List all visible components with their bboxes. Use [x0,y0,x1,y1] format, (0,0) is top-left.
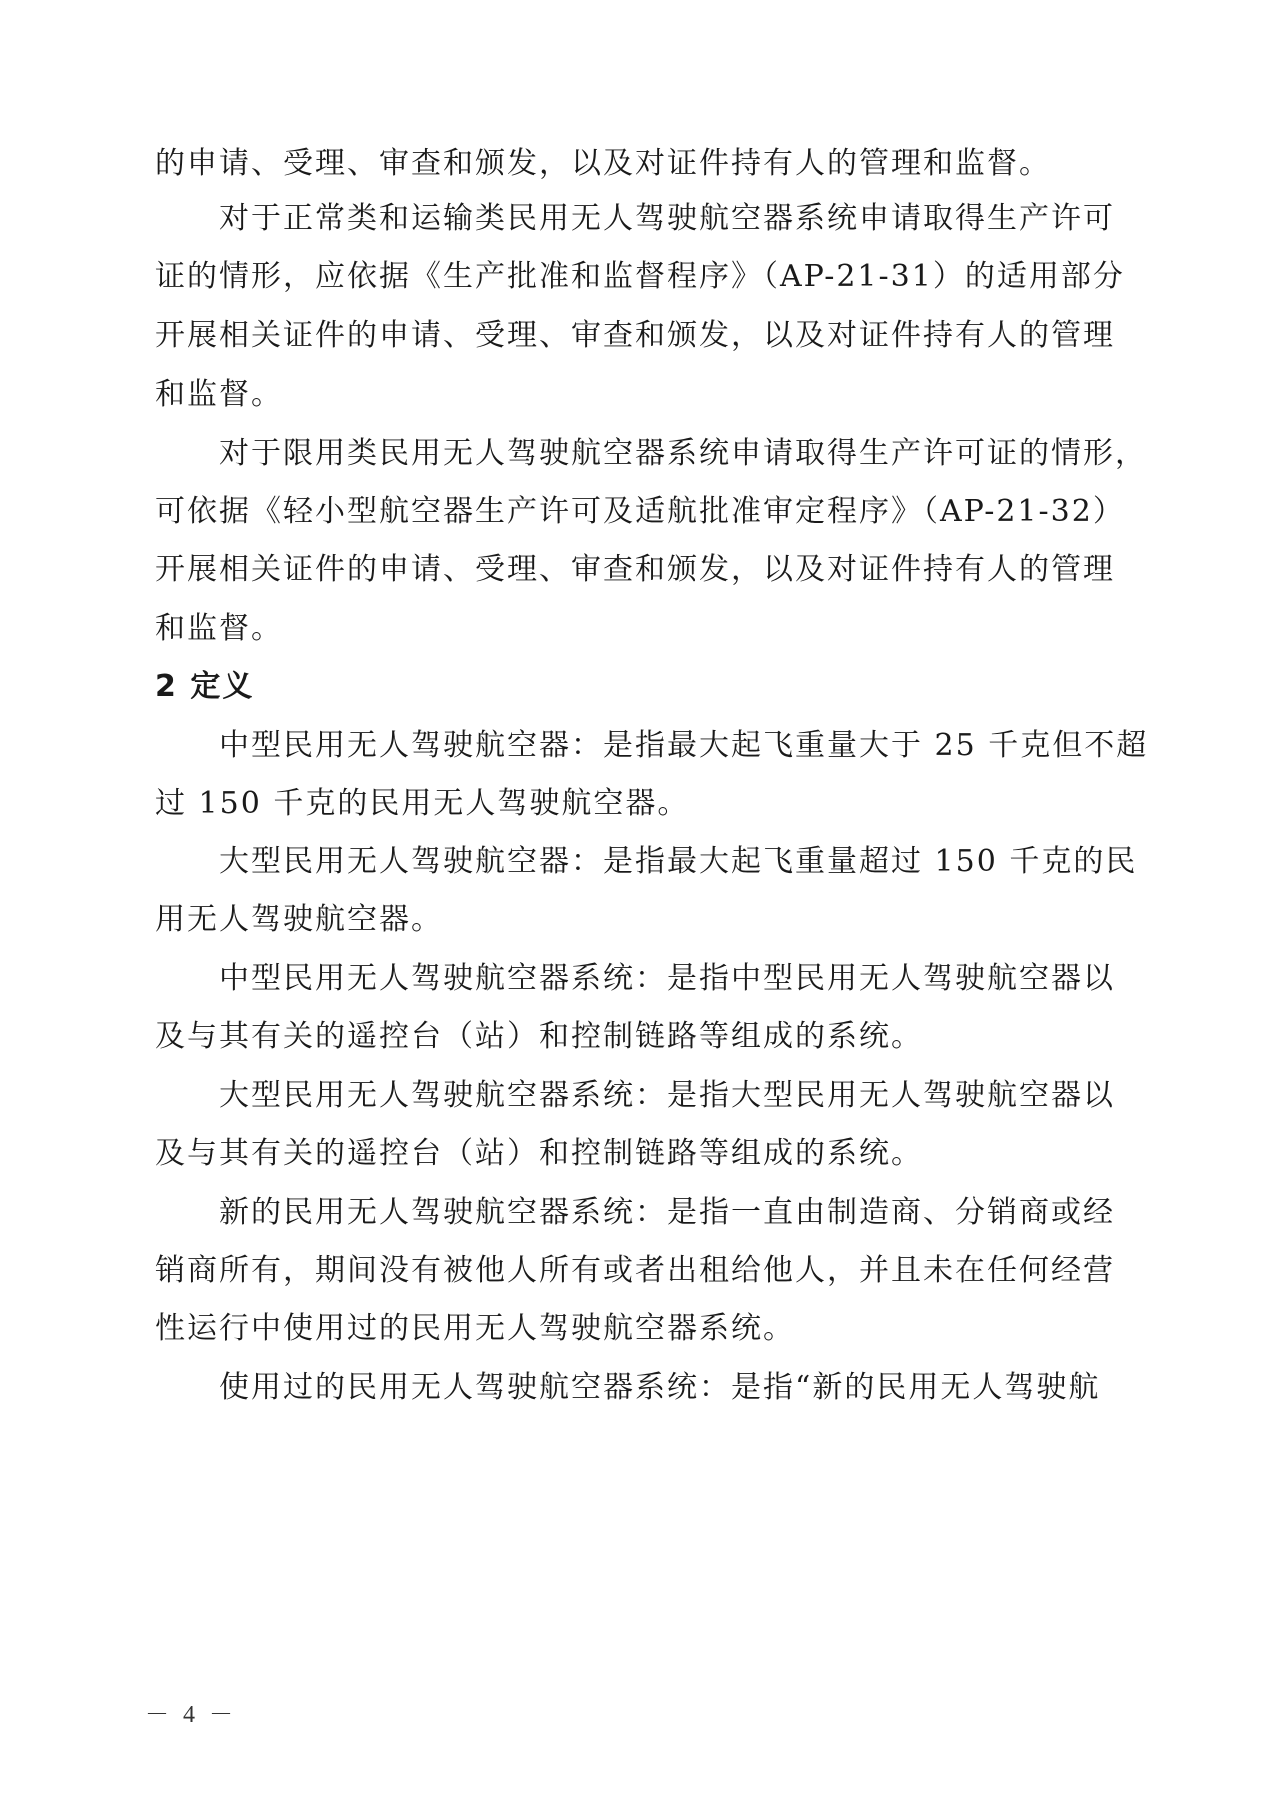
paragraph-line: 对于正常类和运输类民用无人驾驶航空器系统申请取得生产许可 [155,201,1115,236]
paragraph-line: 开展相关证件的申请、受理、审查和颁发，以及对证件持有人的管理 [155,552,1115,587]
paragraph-line: 证的情形，应依据《生产批准和监督程序》（AP-21-31）的适用部分 [155,259,1125,294]
paragraph-line: 对于限用类民用无人驾驶航空器系统申请取得生产许可证的情形， [155,436,1147,471]
definition-line: 及与其有关的遥控台（站）和控制链路等组成的系统。 [155,1019,923,1054]
definition-line: 用无人驾驶航空器。 [155,902,443,937]
definition-line: 大型民用无人驾驶航空器系统：是指大型民用无人驾驶航空器以 [155,1078,1115,1113]
paragraph-line: 和监督。 [155,611,283,646]
definition-line: 大型民用无人驾驶航空器：是指最大起飞重量超过 150 千克的民 [155,844,1138,879]
paragraph-line: 开展相关证件的申请、受理、审查和颁发，以及对证件持有人的管理 [155,318,1115,353]
definition-line: 性运行中使用过的民用无人驾驶航空器系统。 [155,1311,795,1346]
paragraph-line: 可依据《轻小型航空器生产许可及适航批准审定程序》（AP-21-32） [155,494,1125,529]
definition-line: 中型民用无人驾驶航空器系统：是指中型民用无人驾驶航空器以 [155,961,1115,996]
paragraph-line: 的申请、受理、审查和颁发，以及对证件持有人的管理和监督。 [155,146,1051,181]
page-number: － 4 － [145,1702,237,1728]
definition-line: 过 150 千克的民用无人驾驶航空器。 [155,786,690,821]
section-heading: 2 定义 [155,669,255,704]
definition-line: 及与其有关的遥控台（站）和控制链路等组成的系统。 [155,1136,923,1171]
paragraph-line: 和监督。 [155,377,283,412]
definition-line: 使用过的民用无人驾驶航空器系统：是指“新的民用无人驾驶航 [155,1370,1101,1405]
definition-line: 新的民用无人驾驶航空器系统：是指一直由制造商、分销商或经 [155,1195,1115,1230]
definition-line: 中型民用无人驾驶航空器：是指最大起飞重量大于 25 千克但不超 [155,728,1149,763]
definition-line: 销商所有，期间没有被他人所有或者出租给他人，并且未在任何经营 [155,1253,1115,1288]
